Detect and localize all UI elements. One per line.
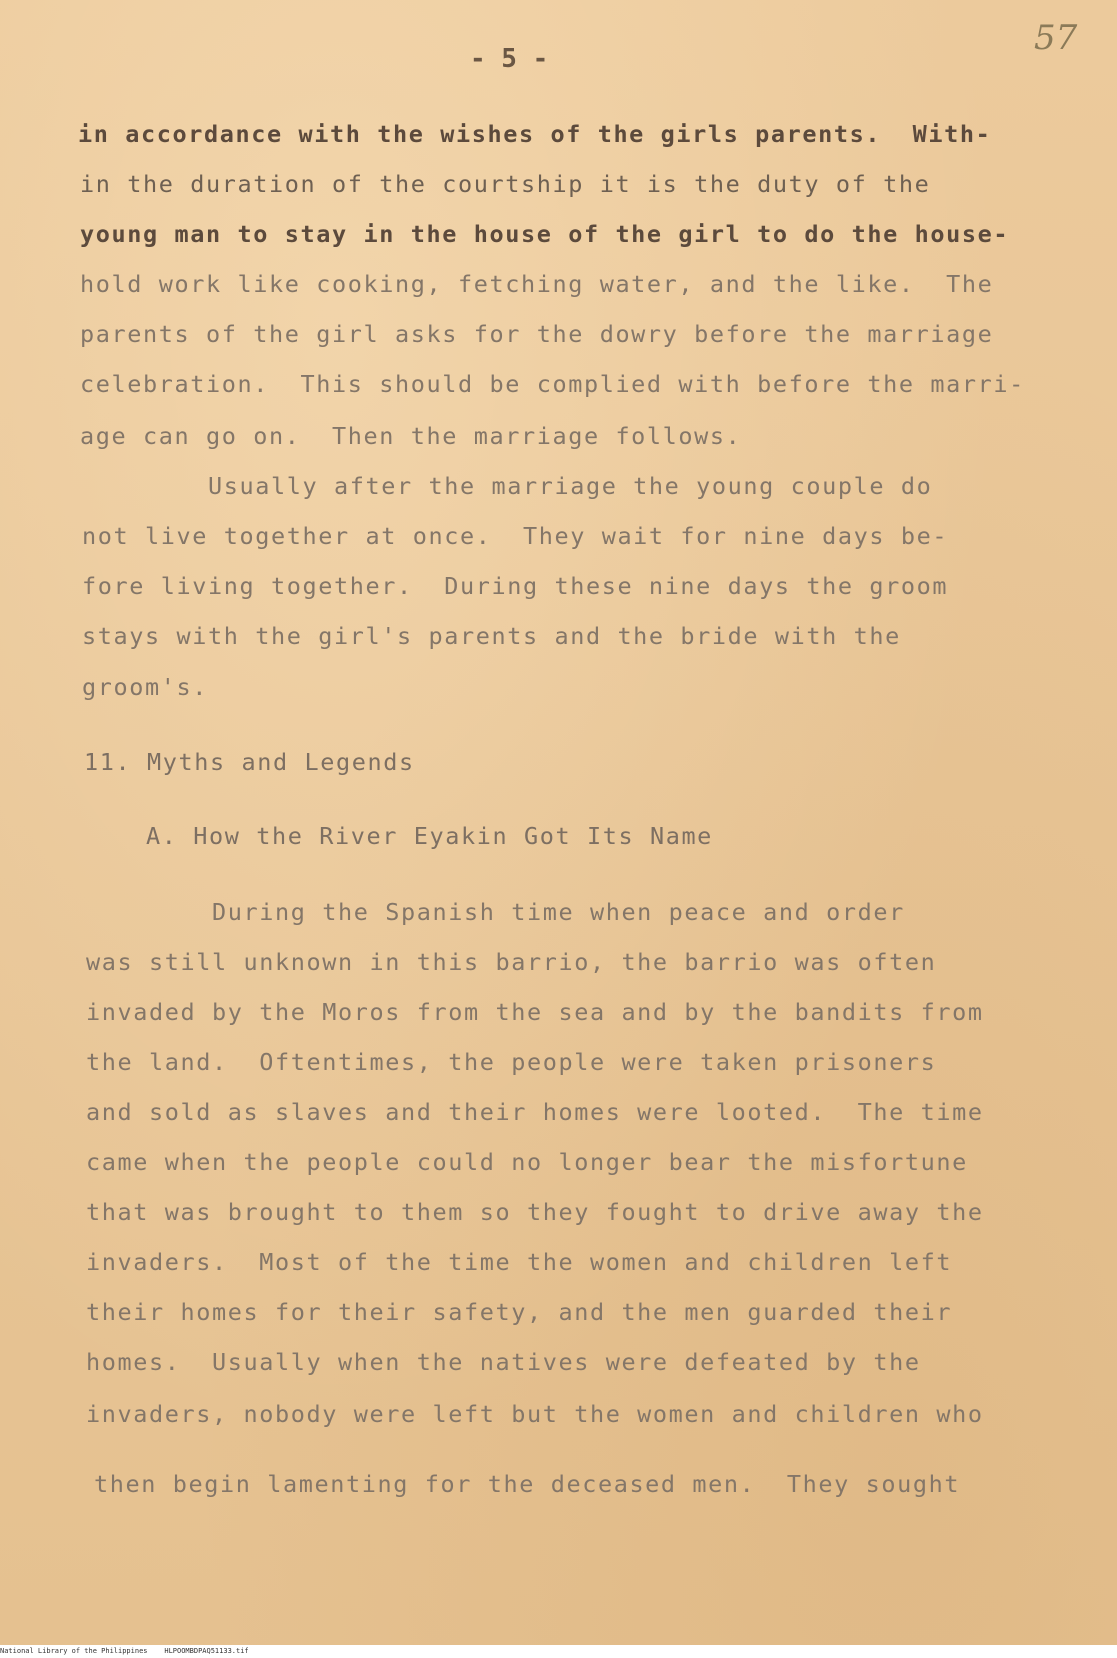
archive-footer: National Library of the Philippines HLPOOMBDPAQ51133.tif (0, 1645, 1117, 1658)
text-line: invaded by the Moros from the sea and by the bandits from (86, 998, 984, 1026)
page-number: - 5 - (470, 44, 549, 74)
text-line: age can go on. Then the marriage follows. (80, 422, 742, 450)
text-line: then begin lamenting for the deceased men. They sought (94, 1470, 961, 1498)
text-line: parents of the girl asks for the dowry before the marriage (80, 320, 994, 348)
text-line: homes. Usually when the natives were defeated by the (86, 1348, 921, 1376)
text-line: invaders. Most of the time the women and children left (86, 1248, 953, 1276)
text-line: Usually after the marriage the young couple do (82, 472, 933, 500)
text-line: and sold as slaves and their homes were looted. The time (86, 1098, 984, 1126)
text-line: groom's. (82, 673, 208, 701)
text-line: was still unknown in this barrio, the barrio was often (86, 948, 937, 976)
text-line: came when the people could no longer bear the misfortune (86, 1148, 968, 1176)
subsection-heading: A. How the River Eyakin Got Its Name (146, 822, 713, 850)
text-line: the land. Oftentimes, the people were taken prisoners (86, 1048, 937, 1076)
text-line: stays with the girl's parents and the bride with the (82, 622, 901, 650)
text-line: in accordance with the wishes of the girls parents. With- (78, 120, 992, 148)
text-line: invaders, nobody were left but the women and children who (86, 1400, 984, 1428)
text-line: their homes for their safety, and the men guarded their (86, 1298, 953, 1326)
section-heading: 11. Myths and Legends (84, 748, 415, 776)
text-line: in the duration of the courtship it is the duty of the (80, 170, 931, 198)
text-line: hold work like cooking, fetching water, and the like. The (80, 270, 994, 298)
text-line: young man to stay in the house of the girl to do the house- (80, 220, 1010, 248)
text-line: celebration. This should be complied with before the marri- (80, 370, 1025, 398)
text-line: not live together at once. They wait for nine days be- (82, 522, 949, 550)
handwritten-folio-number: 57 (1034, 18, 1078, 58)
text-line: During the Spanish time when peace and order (86, 898, 905, 926)
text-line: fore living together. During these nine days the groom (82, 572, 949, 600)
text-line: that was brought to them so they fought to drive away the (86, 1198, 984, 1226)
